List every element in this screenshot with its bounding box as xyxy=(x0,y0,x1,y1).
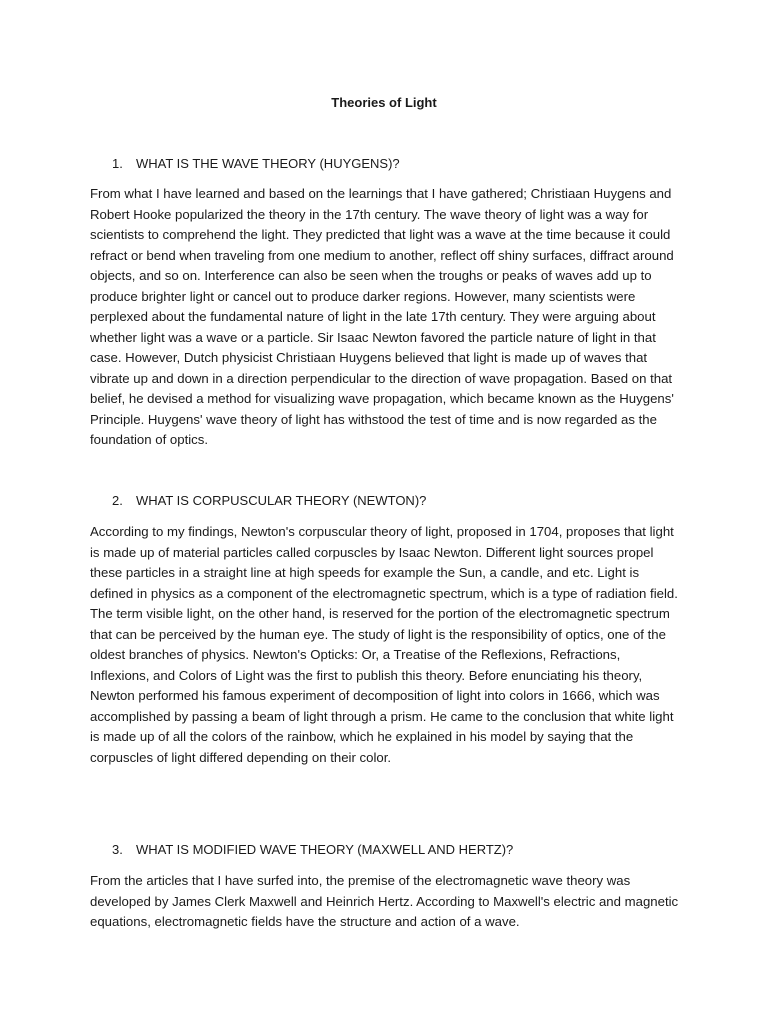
section-heading-wave-theory xyxy=(112,155,400,173)
document-title: Theories of Light xyxy=(331,95,437,110)
section-heading-corpuscular-theory xyxy=(112,492,426,510)
section-number: 2. xyxy=(112,493,123,508)
section-body-corpuscular-theory: According to my findings, Newton's corpuscular theory of light, proposed in 1704, proposes that light is made up of material particles called corpuscles by Isaac Newton. Different light sources propel these particles in a straight line at high speeds for example the Sun, a candle, and etc. Light is defined in physics as a component of the electromagnetic spectrum, which is a type of radiation field. The term visible light, on the other hand, is reserved for the portion of the electromagnetic spectrum that can be perceived by the human eye. The study of light is the responsibility of optics, one of the oldest branches of physics. Newton's Opticks: Or, a Treatise of the Reflexions, Refractions, Inflexions, and Colors of Light was the first to publish this theory. Before enunciating his theory, Newton performed his famous experiment of decomposition of light into colors in 1666, which was accomplished by passing a beam of light through a prism. He came to the conclusion that white light is made up of all the colors of the rainbow, which he explained in his model by saying that the corpuscles of light differed depending on their color. xyxy=(90,524,678,765)
section-body-wave-theory: From what I have learned and based on the learnings that I have gathered; Christiaan Huygens and Robert Hooke popularized the theory in the 17th century. The wave theory of light was a way for scientists to comprehend the light. They predicted that light was a wave at the time because it could refract or bend when traveling from one medium to another, reflect off shiny surfaces, diffract around objects, and so on. Interference can also be seen when the troughs or peaks of waves add up to produce brighter light or cancel out to produce darker regions. However, many scientists were perplexed about the fundamental nature of light in the late 17th century. They were arguing about whether light was a wave or a particle. Sir Isaac Newton favored the particle nature of light in that case. However, Dutch physicist Christiaan Huygens believed that light is made up of waves that vibrate up and down in a direction perpendicular to the direction of wave propagation. Based on that belief, he devised a method for visualizing wave propagation, which became known as the Huygens' Principle. Huygens' wave theory of light has withstood the test of time and is now regarded as the foundation of optics. xyxy=(90,186,674,447)
section-number: 1. xyxy=(112,156,123,171)
section-heading-text: WHAT IS THE WAVE THEORY (HUYGENS)? xyxy=(136,156,400,171)
section-heading-text: WHAT IS CORPUSCULAR THEORY (NEWTON)? xyxy=(136,493,427,508)
section-heading-modified-wave-theory xyxy=(112,841,513,859)
section-body-modified-wave-theory: From the articles that I have surfed into, the premise of the electromagnetic wave theory was developed by James Clerk Maxwell and Heinrich Hertz. According to Maxwell's electric and magnetic equations, electromagnetic fields have the structure and action of a wave. xyxy=(90,873,679,929)
section-number: 3. xyxy=(112,842,123,857)
section-heading-text: WHAT IS MODIFIED WAVE THEORY (MAXWELL AND HERTZ)? xyxy=(136,842,514,857)
